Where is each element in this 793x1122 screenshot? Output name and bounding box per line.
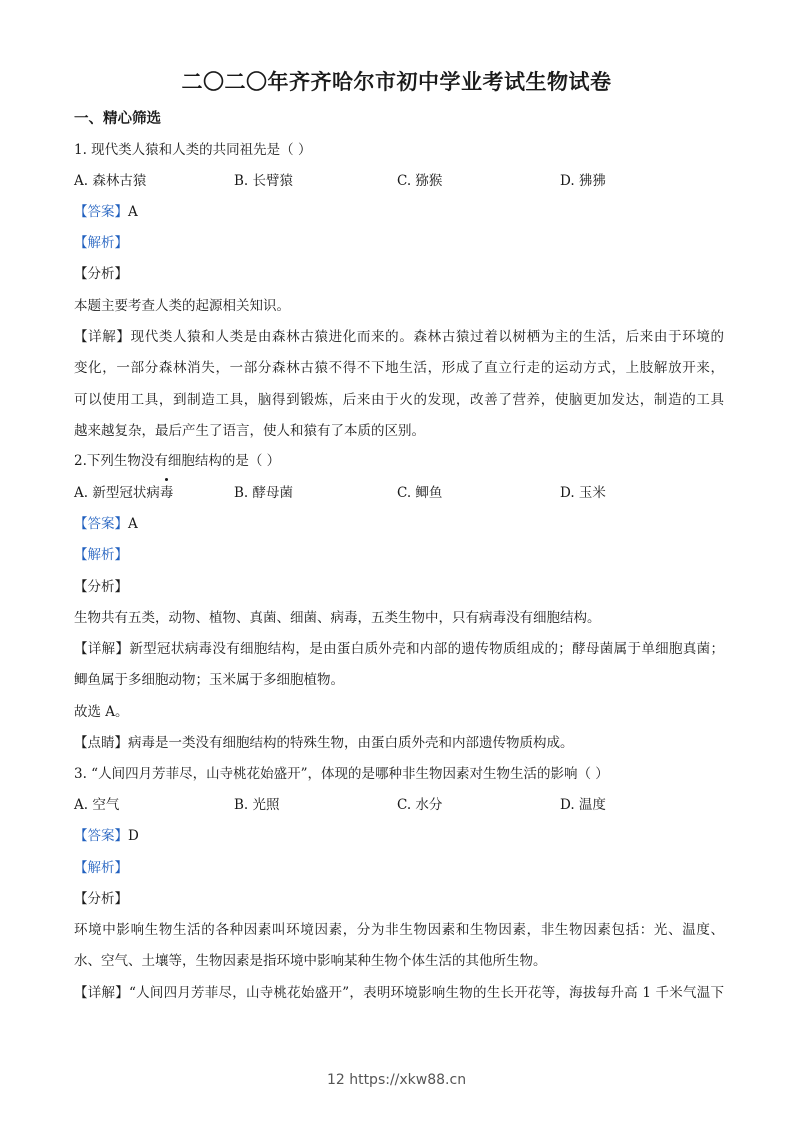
question-2-stem: 2.下列生物没有细胞结构的是（ ）: [74, 453, 281, 469]
q1-detail-line: 可以使用工具，到制造工具，脑得到锻炼，后来由于火的发现，改善了营养，使脑更加发达，制造的工具: [74, 392, 724, 408]
q1-detail-line: 变化，一部分森林消失，一部分森林古猿不得不下地生活，形成了直立行走的运动方式，上肢解放开来，: [74, 360, 724, 376]
page-footer: 12 https://xkw88.cn: [326, 1072, 467, 1088]
answer-value: A: [128, 516, 138, 532]
q3-option-c: C. 水分: [397, 797, 443, 813]
q2-detail-line: 鲫鱼属于多细胞动物；玉米属于多细胞植物。: [74, 672, 344, 688]
q1-fenxi-tag: 【分析】: [74, 266, 128, 282]
q2-option-b: B. 酵母菌: [234, 485, 294, 501]
q2-jiexi-tag: 【解析】: [74, 547, 128, 563]
q3-jiexi-tag: 【解析】: [74, 860, 128, 876]
q2-answer: [74, 514, 724, 534]
q1-answer: [74, 202, 724, 222]
section-heading: 一、精心筛选: [74, 110, 161, 127]
q2-fenxi-tag: 【分析】: [74, 579, 128, 595]
q3-answer: [74, 826, 724, 846]
q2-option-a: A. 新型冠状病毒: [74, 485, 174, 501]
q1-analysis: 本题主要考查人类的起源相关知识。: [74, 298, 290, 314]
question-1-stem: 1. 现代类人猿和人类的共同祖先是（ ）: [74, 142, 312, 158]
page-title: 二〇二〇年齐齐哈尔市初中学业考试生物试卷: [181, 69, 612, 94]
answer-tag: 【答案】: [74, 828, 128, 844]
q2-option-d: D. 玉米: [560, 485, 606, 501]
q3-fenxi-tag: 【分析】: [74, 891, 128, 907]
q2-conclusion: 故选 A。: [74, 704, 129, 720]
q1-option-b: B. 长臂猿: [234, 173, 294, 189]
q3-detail-line: 【详解】“人间四月芳菲尽，山寺桃花始盛开”，表明环境影响生物的生长开花等，海拔每升高 1 千米气温下: [74, 985, 724, 1001]
q1-option-d: D. 狒狒: [560, 173, 606, 189]
q2-detail-line: 【详解】新型冠状病毒没有细胞结构，是由蛋白质外壳和内部的遗传物质组成的；酵母菌属于单细胞真菌；: [74, 641, 724, 657]
emphasis-dot: [165, 478, 168, 481]
q2-option-c: C. 鲫鱼: [397, 485, 443, 501]
q3-option-d: D. 温度: [560, 797, 606, 813]
q2-analysis: 生物共有五类，动物、植物、真菌、细菌、病毒，五类生物中，只有病毒没有细胞结构。: [74, 610, 601, 626]
q1-detail-line: 越来越复杂，最后产生了语言，使人和猿有了本质的区别。: [74, 423, 425, 439]
q2-dianjing: 【点睛】病毒是一类没有细胞结构的特殊生物，由蛋白质外壳和内部遗传物质构成。: [74, 735, 574, 751]
answer-tag: 【答案】: [74, 516, 128, 532]
q1-detail-line: 【详解】现代类人猿和人类是由森林古猿进化而来的。森林古猿过着以树栖为主的生活，后来由于环境的: [74, 329, 724, 345]
answer-tag: 【答案】: [74, 204, 128, 220]
q1-jiexi-tag: 【解析】: [74, 235, 128, 251]
q1-option-c: C. 猕猴: [397, 173, 443, 189]
answer-value: D: [128, 828, 139, 844]
answer-value: A: [128, 204, 138, 220]
q1-option-a: A. 森林古猿: [74, 173, 147, 189]
q3-analysis-line: 环境中影响生物生活的各种因素叫环境因素，分为非生物因素和生物因素，非生物因素包括：光、温度、: [74, 922, 724, 938]
q3-analysis-line: 水、空气、土壤等，生物因素是指环境中影响某种生物个体生活的其他所生物。: [74, 953, 547, 969]
q3-option-b: B. 光照: [234, 797, 280, 813]
q3-option-a: A. 空气: [74, 797, 120, 813]
question-3-stem: 3. “人间四月芳菲尽，山寺桃花始盛开”，体现的是哪种非生物因素对生物生活的影响（ ）: [74, 766, 609, 782]
